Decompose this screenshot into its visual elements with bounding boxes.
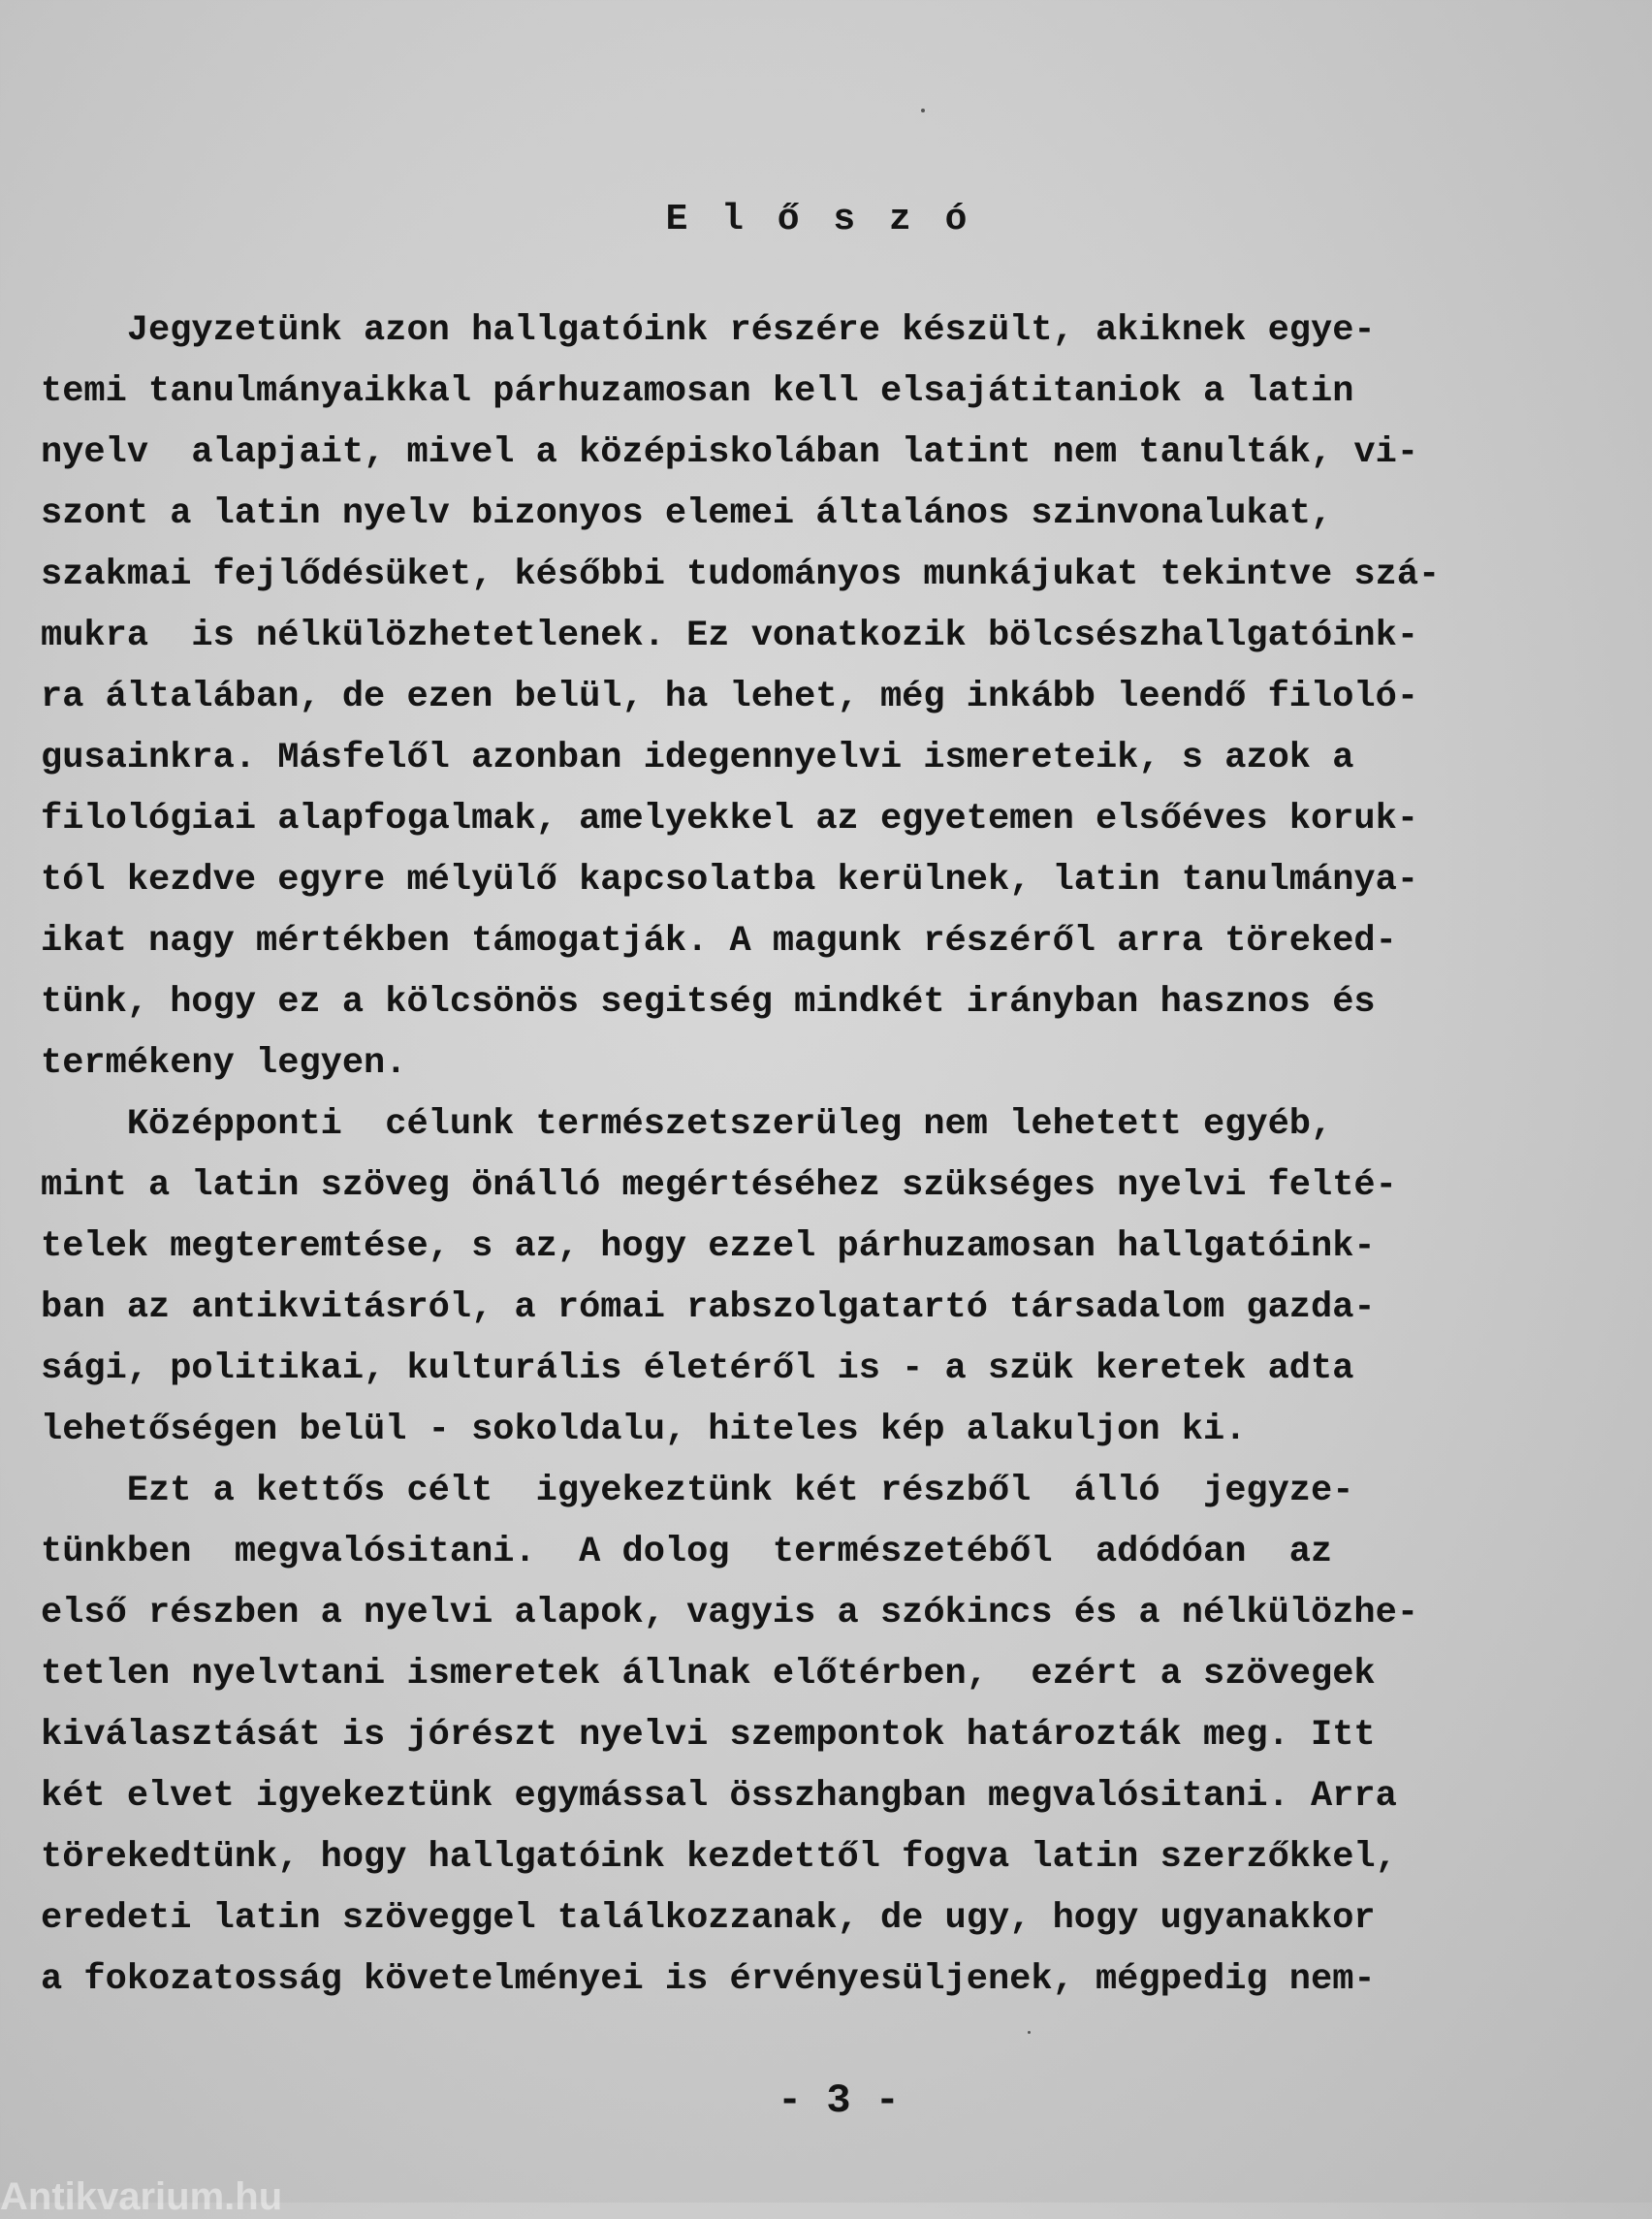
dust-speck (921, 109, 925, 112)
text-line: tünkben megvalósitani. A dolog természetéből adódóan az (41, 1532, 1333, 1572)
text-line: Középponti célunk természetszerüleg nem lehetett egyéb, (41, 1104, 1333, 1145)
text-line: gusainkra. Másfelől azonban idegennyelvi ismereteik, s azok a (41, 738, 1354, 778)
watermark: Antikvarium.hu (0, 2175, 283, 2218)
text-line: termékeny legyen. (41, 1043, 407, 1084)
text-line: ra általában, de ezen belül, ha lehet, még inkább leendő filoló- (41, 677, 1419, 717)
text-line: a fokozatosság követelményei is érvényesüljenek, mégpedig nem- (41, 1959, 1376, 2000)
text-line: Ezt a kettős célt igyekeztünk két részből álló jegyze- (41, 1471, 1354, 1511)
text-line: Jegyzetünk azon hallgatóink részére készült, akiknek egye- (41, 310, 1376, 351)
text-line: mukra is nélkülözhetetlenek. Ez vonatkozik bölcsészhallgatóink- (41, 616, 1419, 656)
text-line: nyelv alapjait, mivel a középiskolában latint nem tanulták, vi- (41, 432, 1419, 473)
text-line: kiválasztását is jórészt nyelvi szempontok határozták meg. Itt (41, 1715, 1376, 1756)
text-line: telek megteremtése, s az, hogy ezzel párhuzamosan hallgatóink- (41, 1226, 1376, 1267)
text-line: törekedtünk, hogy hallgatóink kezdettől fogva latin szerzőkkel, (41, 1837, 1397, 1878)
text-line: lehetőségen belül - sokoldalu, hiteles kép alakuljon ki. (41, 1410, 1247, 1450)
text-line: filológiai alapfogalmak, amelyekkel az egyetemen elsőéves koruk- (41, 799, 1419, 840)
text-line: ban az antikvitásról, a római rabszolgatartó társadalom gazda- (41, 1287, 1376, 1328)
text-line: első részben a nyelvi alapok, vagyis a szókincs és a nélkülözhe- (41, 1593, 1419, 1633)
text-line: tetlen nyelvtani ismeretek állnak előtérben, ezért a szövegek (41, 1654, 1376, 1695)
dust-speck (1028, 2031, 1031, 2034)
text-line: két elvet igyekeztünk egymással összhangban megvalósitani. Arra (41, 1776, 1397, 1817)
text-line: sági, politikai, kulturális életéről is - a szük keretek adta (41, 1348, 1354, 1389)
page-number: - 3 - (777, 2077, 901, 2124)
text-line: mint a latin szöveg önálló megértéséhez szükséges nyelvi felté- (41, 1165, 1397, 1206)
text-line: szakmai fejlődésüket, későbbi tudományos munkájukat tekintve szá- (41, 555, 1441, 595)
text-line: szont a latin nyelv bizonyos elemei általános szinvonalukat, (41, 493, 1333, 534)
body-text (41, 301, 1631, 2011)
text-line: tól kezdve egyre mélyülő kapcsolatba kerülnek, latin tanulmánya- (41, 860, 1419, 901)
text-line: tünk, hogy ez a kölcsönös segitség mindkét irányban hasznos és (41, 982, 1376, 1023)
text-line: temi tanulmányaikkal párhuzamosan kell elsajátitaniok a latin (41, 371, 1354, 412)
text-line: eredeti latin szöveggel találkozzanak, de ugy, hogy ugyanakkor (41, 1898, 1376, 1939)
page-title: E l ő s z ó (665, 199, 973, 240)
text-line: ikat nagy mértékben támogatják. A magunk részéről arra töreked- (41, 921, 1397, 962)
